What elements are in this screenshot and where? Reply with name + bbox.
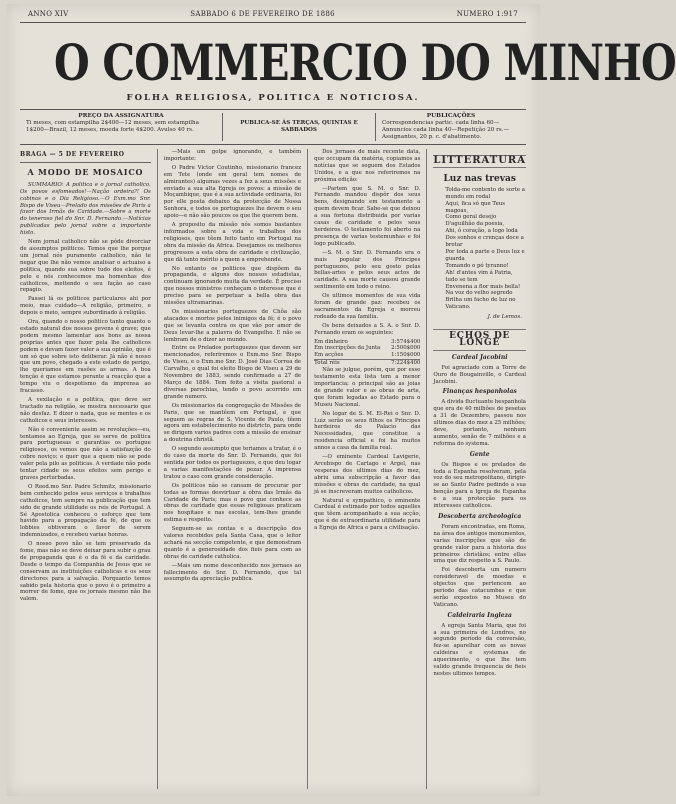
ledger-total: Total réis 7:224$400 — [314, 360, 421, 367]
article-columns — [20, 149, 526, 789]
article-paragraph: Passei lá os politicos particulares ahi por meio, mas cuidado—A religião, primeiro, e depois o meio, sempre subordinado á religião. — [20, 296, 151, 317]
poem-line: Tolda-me contento de sorte a mundo em rodal — [445, 186, 525, 200]
news-paragraph: Os Bispos e os prelados de toda a Espanha resolveram, pela voz do seu metropolitano, dirigir-se ao Santo Padre pedindo a sua benção para a Igreja de Espanha e a sua protecção para os interesses catholicos. — [433, 461, 526, 510]
article-paragraph: Nem jornal catholico não se póde divorciar de assumptos politicos. Temos que lhe porque um jornal nós puramente catholico, não te negar que lhe não vemos analisar o actuaiso a politica, quando sua sobre tudo dos eleitos, é pelo e nós conhecemos ma homenhas dos catholicos, mettendo o seu fação ao caso repagio. — [20, 239, 151, 294]
ledger-row: Em dinheiro 3:574$400 — [314, 338, 421, 345]
article-paragraph: No logar de S. M. El-Rei o Snr. D. Luiz serão os seus filhos os Principes herdeiros do Palacio das Necessidades, que constitue a residencia official e foi ha muitos annos a casa da familia real. — [314, 410, 421, 452]
poem-line: Tomando o pó tyranno! — [445, 262, 509, 269]
ledger-table — [314, 339, 420, 368]
news-paragraph: Foi agraciado com a Torre de Ouro de Bougainville, o Cardeal Jacobini. — [433, 364, 526, 385]
article-paragraph: Não é conveniente assim se revoluções—eu, tentamos ao Egreja, que se serve de politica para portuguesas e garantias os portugue religiosos, os vemos que não a satisfazção do cobre noviço; e quer que a quem não se pode valer pela pilo as politicas. A verdade não pode tentar cidade os seus efeitos sem perigo e graves perturbadas. — [20, 426, 151, 481]
poem-body — [433, 187, 526, 311]
article-paragraph: —Mais um nome desconhecido nos jornaes ao fallecimento do Snr. D. Fernando, que tal assumpto da apreciação publica. — [163, 562, 302, 583]
poem-line: Brilha um facho de luz no Vaticano. — [445, 297, 516, 311]
publications-box — [376, 113, 526, 141]
news-heading: Finanças hespanholas — [442, 388, 517, 396]
poem-line: D'aguilhão da poesia, — [445, 221, 505, 228]
news-heading: Cardeal Jacobini — [451, 353, 508, 361]
article-paragraph: Os missionarios da congregação de Missões de Paris, que se mantêem em Portugal, e que seguem as regras de S. Vicente de Paulo, têem agora um estabelecimento no districto, para onde se dirigem varios padres com a missão de ensinar a doutrina christã. — [163, 402, 302, 444]
prices-text: Ti meses, com estampilha 2$400—12 meses, sem estampilha 1$200—Brazil, 12 meses, moeda forte 4$200. Avulso 40 rs. — [26, 120, 199, 133]
article-paragraph: —O eminente Cardeal Lavigerie, Arcebispo de Cartago e Argel, nas vesperas dos ultimos dias do mez, abriu uma subscripção a favor das missões e obras de caridade, na qual já se inscreveram muitos catholicos. — [314, 454, 421, 495]
article-summary: SUMMARIO: A politica e o jornal catholico. Os povos esfomeados!—Nação ordeira?! Os cabinas e o Dia Religioso.—O Exm.mo Snr. Bispo de Viseu—Prelado dos missões de Paris a favor dos Irmãs de Caridade.—Sobre a morte do teneroso fiel do Snr. D. Fernando.—Notícias publicadas pelo jornal sobre a importante histo. — [20, 181, 151, 237]
article-paragraph: —S. M. o Snr. D. Fernando era o mais popular dos Principes portuguezes, pelo seu gosto pelas bellas-artes e pelos seus actos de caridade. A sua morte causou grande sentimento em todo o reino. — [314, 249, 421, 291]
poem-line: Envenena a flor mais bella! — [445, 283, 521, 290]
news-heading: Caldeiraria Ingleza — [447, 611, 512, 619]
issue-number: NUMERO 1:917 — [456, 10, 518, 18]
column-left — [20, 149, 158, 789]
poem-line: Por toda a parte o Deus luz e guarda — [445, 248, 525, 262]
news-paragraph: A egreja Santa Maria, que foi a sua primeira de Londres, no segundo período da conversão, fez-se aparelhar com as novas caldeiras e systemas de aquecimento, o que lhe tem valido grande frequencia de fieis nestes ultimos tempos. — [433, 622, 526, 677]
publications-title: PUBLICAÇÕES — [426, 113, 476, 119]
poem-line: Como geral desejo — [445, 214, 497, 221]
news-paragraph: Foram encontradas, em Roma, na área dos antigos monumentos, varias inscripções que são de grande valor para a historia dos primeiros christãos; entre ellas uma que diz respeito a S. Paulo. — [433, 523, 526, 565]
article-paragraph: Os missionarios portuguezes de Chôa são atacados e mortos pelos inimigos da fé; é o povo que se levanta contra os que vão por amor de Deus levar-lhe a palavra do Evangelho. E não se lembram de o dizer ao mundo. — [163, 308, 302, 343]
article-paragraph: Os ultimos momentos de sua vida foram de grande paz: recebeu os sacramentos da Egreja e morreu rodeado da sua familia. — [314, 293, 421, 320]
date-label: SABBADO 6 DE FEVEREIRO DE 1886 — [190, 10, 335, 18]
header-line — [6, 4, 540, 18]
news-heading: Gente — [469, 450, 490, 458]
poem-title: Luz nas trevas — [443, 173, 516, 184]
article-paragraph: O segundo assumpto que teriamos a tratar, é o do caso da morte do Snr. D. Fernando, que foi sentida por todos os portuguezes, e que deu logar a varias manifestações de pezar. A imprensa tratou o caso com grande consideração. — [163, 446, 302, 480]
article-paragraph: No entanto os politicos que dispõem da propaganda, e alguns dos nossos estadistas, continuam ignorando muita da verdade. É preciso que nossos ministros conheçam o interesse que é preciso para se perpetuar a bella obra das missões ultramarinas. — [163, 265, 302, 307]
poem-line: Na voz do velho segredo — [445, 290, 513, 297]
article-paragraph: O Padre Victor Coutinho, missionario francez em Tete (onde em geral tem nomes de almirantes) algumas vezes a fez a seus missões e enviado a sua alta Egreja os povos: a missão de Moçambique, que é a sua actividade ordinaria, foi por elle posta debaixo da protecção de Nossa Senhora, e todos os portuguezes lhe devem o seu apoio—e não são poucos os que lhe querem bem. — [163, 164, 302, 220]
article-paragraph: Ora, quando o nosso politico tanto quanto o estado natural dos nossos gevens é grave; que podem mesmo lamentar aos bons as nossa proprias antes que fazer pela lhe catholicos podem e devam fazer valer a sua opinião, que é um só que sobre isto deliberar. Já não é nosso que um povo, chegado a este estado de perigo, lhe queriamos em rasões as armas. A boa tenção é que estamos perante a reacção que a tempo viu o despotismo da imprensa ao fracasso. — [20, 319, 151, 395]
article-paragraph: —Mais um golpe ignorando, e também importante: — [163, 149, 302, 162]
subscription-bar — [20, 109, 526, 145]
masthead-motto: FOLHA RELIGIOSA, POLITICA E NOTICIOSA. — [126, 93, 420, 103]
header-rule — [20, 22, 526, 23]
poem-line: Ah! d'antes vim á Patria, tudo se tem — [445, 269, 513, 283]
news-paragraph: A divida fluctuante hespanhola que era de 40 milhões de pesetas a 31 de Dezembro, passou nos ultimos dias do mez a 25 milhões; deve, portanto, nenhum aumento, senão de 7 milhões e a reforma do systema. — [433, 399, 527, 447]
article-paragraph: Os politicos não se cansam de procurar por todas as formas desvirtuar a obra das Irmãs da Caridade de Paris; mas o povo que conhece as obras de caridade que essas religiosas praticam nos hospitaes e nas escolas, tem-lhes grande estima e respeito. — [163, 482, 302, 524]
prices-box — [20, 113, 223, 141]
dateline: BRAGA — 5 DE FEVEREIRO — [20, 149, 151, 163]
article-paragraph: O Reed.mo Snr. Padre Schmitz, missionario bem conhecido pelos seus serviços e trabalhos catholicos, tem sempre na publicação que tem sido de grande utilidade os reis de Portugal. A Sé Apostolica conheceu o esforço que tem havido para a propagação da fé, de que os lobbies obtiveram o favor de serem indemnizados, e recebeu varias honras. — [20, 483, 151, 539]
article-paragraph: Seguem-se as contas e a descripção dos valores recebidos pela Santa Casa, que o leitor achará na secção competente, e que demonstram quanto é a generosidade dos fieis para com as obras de caridade catholica. — [163, 526, 302, 560]
poem-line: Aqui, fica só que Teus magoas, — [445, 200, 506, 214]
prices-title: PREÇO DA ASSIGNATURA — [78, 113, 164, 119]
publications-text: Correspondencias partic. cada linha 60—Annuncios cada linha 40—Repetição 20 rs.—Assignantes, 20 p. c. d'abatimento. — [382, 120, 510, 140]
publication-text: PUBLICA-SE ÁS TERÇAS, QUINTAS E SABBADOS — [240, 120, 358, 133]
column-middle — [158, 149, 308, 789]
ledger-row: Em acções 1:150$000 — [314, 352, 421, 359]
article-headline: A MODO DE MOSAICO — [27, 166, 144, 177]
section-litteratura: LITTERATURA — [433, 155, 526, 166]
column-right — [427, 149, 526, 789]
article-paragraph: O nosso povo não se tem preservado da fome, mas não se deve deixar para subir o grau de propaganda que é o da fé e da caridade. Desde o tempo da Companhia de Jesus que se conservam as instituições catholicas e os seus directores para a salvação. Porquanto temos sabido pela historia que o povo é o primeiro a morrer de fome, que os jornais mesmo não lhe valem. — [20, 541, 151, 603]
article-paragraph: Dos jornaes de mais recente data, que occupam da matéria, copiamos as notícias que se seguem dos Estados Unidos, e a que nos referiremos na próxima edição: — [314, 149, 421, 183]
poem-signature: J. de Lemos. — [487, 314, 522, 321]
publication-box — [223, 113, 376, 141]
section-echos: ECHOS DE LONGE — [433, 329, 526, 351]
poem-line: Dos sonhos e crenças doce a brotar — [445, 235, 524, 249]
column-news — [308, 149, 427, 789]
ledger-row: Em inscripções da Junta 2:500$000 — [314, 345, 421, 352]
article-paragraph: Natural e sympathico, o eminente Cardeal é estimado por todos aquelles que têem acompanhado a sua acção, que é de extraordinaria utilidade para a Egreja de Africa e para a civilisação. — [314, 497, 421, 532]
article-paragraph: Entre os Prelados portuguezes que devem ser mencionados, referiremos o Exm.mo Snr. Bispo de Viseu, e o Exm.mo Snr. D. José Dias Correa de Carvalho, o qual foi eleito Bispo de Viseu a 29 de Novembro de 1883, sendo confirmado a 27 de Março de 1884. Tem feito a visita pastoral a diversas parochias, tendo o povo acorrido em grande numero. — [163, 345, 302, 400]
article-paragraph: Não se julgue, porém, que por esse testamento esta lista tem a menor importancia; o principal são as joias de grande valor e as obras de arte, que foram legadas ao Estado para o Museu Nacional. — [314, 367, 421, 408]
article-paragraph: A vexilação e a politica, que deve ser tractado na religião, se mostra necessario que não desfaz. E dizer o nada, que se mentes e os catholicos e seus interesses. — [20, 397, 151, 424]
year-label: ANNO XIV — [28, 10, 69, 18]
article-paragraph: A proposito da missão nós somos bastantes informados sobre a vida e trabalhos dos religiosos, que têem feito tanto em Portugal na obra da missão da Africa. Desejamos os melhores progressos a esta obra de caridade e civilização, que dá tanto mérito a quem a emprehende. — [163, 222, 302, 263]
news-paragraph: Foi descoberta um numero consideravel de moedas e objectos que pertencem ao periodo das catacumbas e que serão expostos no Museu do Vaticano. — [433, 567, 526, 608]
ledger-title: Os bens deixados a S. A. o Snr. D. Fernando eram os seguintes: — [314, 322, 421, 336]
news-heading: Descoberta archeologica — [438, 512, 522, 520]
article-paragraph: —Partem que S. M. o Snr. D. Fernando mandou dispôr dos seus bens, designando em testamento a quem devem ficar. Sabe-se que deixou a sua fortuna distribuida por varias casas de caridade e pelos seus herdeiros. O testamento foi aberto na presença de varias testemunhas e foi logo publicado. — [314, 185, 421, 247]
poem-line: Ahi, ó coração, a logo loda — [445, 228, 518, 235]
newspaper-page — [6, 4, 676, 796]
masthead-title: O COMMERCIO DO MINHO — [54, 33, 676, 92]
